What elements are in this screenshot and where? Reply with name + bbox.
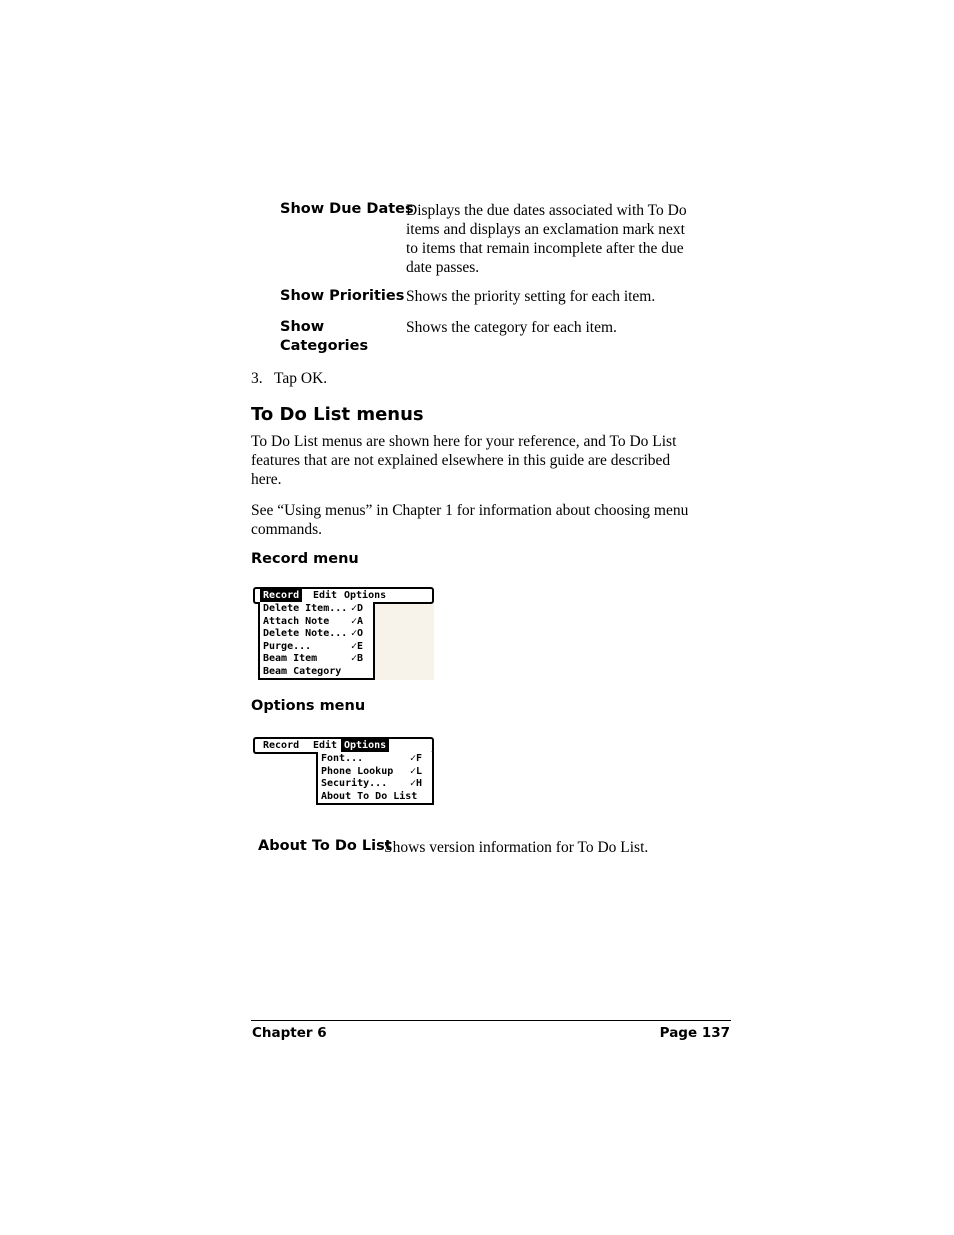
footer-page: Page 137 (659, 1025, 730, 1041)
step-number: 3. (251, 370, 263, 387)
shortcut-phone-lookup: ✓L (410, 765, 423, 777)
menu-record[interactable]: Record (260, 589, 302, 602)
screen-background (371, 602, 434, 680)
record-menu-screenshot (251, 586, 434, 681)
term-show-categories (280, 318, 368, 356)
shortcut-attach-note: ✓A (351, 615, 364, 627)
menu-edit[interactable]: Edit (313, 590, 338, 601)
term-show-due-dates: Show Due Dates (280, 201, 414, 217)
step-text: Tap OK. (274, 370, 328, 387)
menu-item-security[interactable]: Security... (321, 778, 388, 789)
options-menu-heading: Options menu (251, 698, 366, 714)
menu-item-beam-item[interactable]: Beam Item (263, 653, 318, 664)
menu-options[interactable]: Options (341, 739, 389, 752)
desc-line: to items that remain incomplete after the due (406, 240, 684, 257)
desc-line: Displays the due dates associated with To Do (406, 202, 687, 219)
desc-show-due-dates (406, 201, 736, 277)
desc-line: items and displays an exclamation mark next (406, 221, 685, 238)
footer-rule (251, 1020, 731, 1021)
shortcut-security: ✓H (410, 778, 423, 789)
menu-item-about[interactable]: About To Do List (321, 790, 418, 802)
desc-show-priorities: Shows the priority setting for each item. (406, 288, 656, 305)
menu-item-attach-note[interactable]: Attach Note (263, 615, 330, 627)
shortcut-beam-item: ✓B (351, 653, 364, 664)
term-line: Show (280, 319, 325, 335)
menu-item-delete-item[interactable]: Delete Item... (263, 603, 348, 614)
menu-options[interactable]: Options (344, 590, 387, 601)
options-dropdown (316, 752, 434, 805)
intro-paragraph (251, 432, 741, 489)
record-dropdown (258, 602, 375, 680)
footer-chapter: Chapter 6 (252, 1025, 327, 1041)
term-about-to-do-list: About To Do List (258, 838, 392, 854)
shortcut-delete-note: ✓O (351, 628, 364, 639)
para-line: To Do List menus are shown here for your reference, and To Do List (251, 433, 677, 450)
shortcut-delete-item: ✓D (351, 603, 364, 614)
menu-item-font[interactable]: Font... (321, 753, 364, 764)
see-also-paragraph (251, 501, 741, 539)
desc-line: date passes. (406, 259, 480, 276)
menu-item-phone-lookup[interactable]: Phone Lookup (321, 765, 394, 777)
menu-record[interactable]: Record (263, 740, 300, 751)
menu-item-purge[interactable]: Purge... (263, 640, 312, 652)
para-line: features that are not explained elsewhere in this guide are described (251, 452, 671, 469)
menu-item-beam-category[interactable]: Beam Category (263, 665, 342, 677)
menu-item-delete-note[interactable]: Delete Note... (263, 628, 348, 639)
record-menu-heading: Record menu (251, 551, 359, 567)
section-title: To Do List menus (251, 404, 424, 425)
desc-show-categories: Shows the category for each item. (406, 319, 617, 336)
para-line: commands. (251, 521, 323, 538)
options-menu-screenshot (251, 736, 434, 806)
term-show-priorities: Show Priorities (280, 288, 405, 304)
term-line: Categories (280, 338, 369, 354)
shortcut-font: ✓F (410, 753, 423, 764)
menu-edit[interactable]: Edit (313, 740, 338, 751)
para-line: here. (251, 471, 282, 488)
desc-about-to-do-list: Shows version information for To Do List. (384, 839, 649, 856)
para-line: See “Using menus” in Chapter 1 for information about choosing menu (251, 502, 689, 519)
shortcut-purge: ✓E (351, 640, 364, 652)
